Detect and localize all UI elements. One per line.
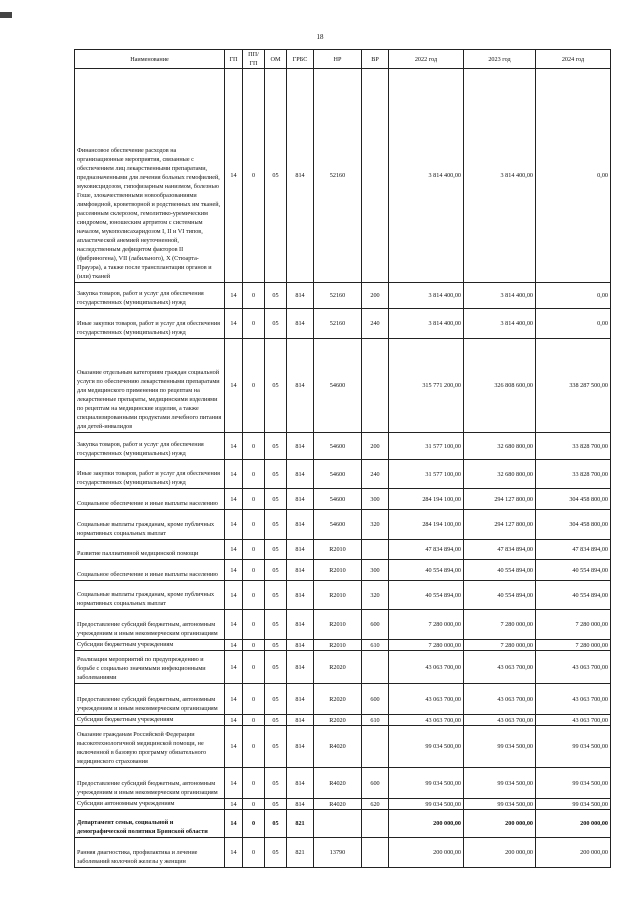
table-cell-om: 05 (265, 581, 287, 610)
table-row (75, 651, 611, 684)
table-cell-2023: 294 127 800,00 (464, 489, 536, 510)
table-cell-ppgp: 0 (243, 610, 265, 640)
header-vr: ВР (362, 50, 389, 69)
table-cell-vr (362, 726, 389, 768)
table-cell-vr (362, 339, 389, 433)
table-cell-2024: 47 834 894,00 (536, 540, 611, 560)
table-cell-2023: 200 000,00 (464, 838, 536, 868)
table-cell-gp: 14 (225, 69, 243, 283)
budget-table (74, 49, 611, 868)
table-cell-om: 05 (265, 768, 287, 799)
table-cell-gp: 14 (225, 684, 243, 715)
table-cell-2022: 3 814 400,00 (389, 283, 464, 309)
table-cell-2023: 43 063 700,00 (464, 684, 536, 715)
table-cell-2024: 304 458 800,00 (536, 489, 611, 510)
table-row (75, 610, 611, 640)
table-cell-name: Развитие паллиативной медицинской помощи (75, 540, 225, 560)
table-cell-2022: 7 280 000,00 (389, 640, 464, 651)
page-number: 18 (316, 33, 324, 41)
table-cell-grbs: 814 (287, 339, 314, 433)
table-cell-ppgp: 0 (243, 715, 265, 726)
table-cell-om: 05 (265, 433, 287, 460)
table-row (75, 726, 611, 768)
scan-edge-mark (0, 12, 12, 18)
table-cell-vr: 610 (362, 640, 389, 651)
table-cell-2024: 304 458 800,00 (536, 510, 611, 540)
table-cell-gp: 14 (225, 460, 243, 489)
table-cell-vr (362, 651, 389, 684)
table-row (75, 339, 611, 433)
table-cell-vr (362, 69, 389, 283)
table-cell-2023: 43 063 700,00 (464, 715, 536, 726)
table-cell-gp: 14 (225, 838, 243, 868)
table-cell-grbs: 814 (287, 610, 314, 640)
table-cell-2024: 0,00 (536, 283, 611, 309)
table-cell-om: 05 (265, 838, 287, 868)
table-row (75, 799, 611, 810)
table-cell-name: Социальные выплаты гражданам, кроме публичных нормативных социальных выплат (75, 581, 225, 610)
table-cell-nr: R2010 (314, 581, 362, 610)
table-row (75, 510, 611, 540)
table-cell-2022: 99 034 500,00 (389, 768, 464, 799)
table-cell-2022: 40 554 894,00 (389, 560, 464, 581)
table-cell-grbs: 814 (287, 510, 314, 540)
table-cell-gp: 14 (225, 810, 243, 838)
table-cell-name: Социальное обеспечение и иные выплаты населению (75, 489, 225, 510)
table-cell-vr: 240 (362, 309, 389, 339)
table-cell-nr: 13790 (314, 838, 362, 868)
table-cell-name: Социальные выплаты гражданам, кроме публичных нормативных социальных выплат (75, 510, 225, 540)
table-cell-nr: 54600 (314, 339, 362, 433)
table-cell-om: 05 (265, 510, 287, 540)
table-cell-vr: 240 (362, 460, 389, 489)
table-cell-2024: 40 554 894,00 (536, 560, 611, 581)
table-cell-2022: 7 280 000,00 (389, 610, 464, 640)
table-cell-vr: 600 (362, 768, 389, 799)
table-cell-2024: 43 063 700,00 (536, 684, 611, 715)
table-cell-vr: 620 (362, 799, 389, 810)
table-cell-gp: 14 (225, 433, 243, 460)
table-cell-om: 05 (265, 684, 287, 715)
table-row (75, 810, 611, 838)
table-cell-2022: 47 834 894,00 (389, 540, 464, 560)
table-cell-vr: 300 (362, 489, 389, 510)
table-cell-2023: 3 814 400,00 (464, 309, 536, 339)
table-cell-ppgp: 0 (243, 640, 265, 651)
table-cell-nr: 52160 (314, 309, 362, 339)
table-cell-ppgp: 0 (243, 69, 265, 283)
table-cell-vr (362, 810, 389, 838)
table-cell-nr: R2010 (314, 610, 362, 640)
table-cell-nr: 54600 (314, 433, 362, 460)
table-cell-name: Предоставление субсидий бюджетным, автономным учреждениям и иным некоммерческим организациям (75, 684, 225, 715)
table-row (75, 433, 611, 460)
table-cell-name: Субсидии бюджетным учреждениям (75, 715, 225, 726)
table-cell-2024: 40 554 894,00 (536, 581, 611, 610)
table-row (75, 715, 611, 726)
table-cell-2023: 99 034 500,00 (464, 799, 536, 810)
table-cell-2023: 3 814 400,00 (464, 69, 536, 283)
table-cell-grbs: 814 (287, 726, 314, 768)
table-cell-nr: 54600 (314, 489, 362, 510)
table-cell-nr: R4020 (314, 768, 362, 799)
table-cell-2022: 200 000,00 (389, 810, 464, 838)
table-cell-grbs: 814 (287, 651, 314, 684)
table-cell-nr: R2020 (314, 651, 362, 684)
table-cell-gp: 14 (225, 339, 243, 433)
table-cell-nr: R4020 (314, 726, 362, 768)
table-cell-om: 05 (265, 726, 287, 768)
table-cell-ppgp: 0 (243, 460, 265, 489)
table-cell-2024: 338 287 500,00 (536, 339, 611, 433)
table-cell-grbs: 814 (287, 560, 314, 581)
table-cell-om: 05 (265, 540, 287, 560)
table-cell-2023: 32 680 800,00 (464, 460, 536, 489)
table-cell-ppgp: 0 (243, 581, 265, 610)
table-cell-name: Закупка товаров, работ и услуг для обеспечения государственных (муниципальных) нужд (75, 433, 225, 460)
table-cell-name: Иные закупки товаров, работ и услуг для обеспечения государственных (муниципальных) нужд (75, 460, 225, 489)
table-cell-2022: 40 554 894,00 (389, 581, 464, 610)
table-cell-gp: 14 (225, 560, 243, 581)
table-body (75, 69, 611, 868)
table-cell-vr: 610 (362, 715, 389, 726)
table-row (75, 283, 611, 309)
table-cell-2023: 294 127 800,00 (464, 510, 536, 540)
table-cell-nr: 54600 (314, 460, 362, 489)
table-row (75, 581, 611, 610)
header-name: Наименование (75, 50, 225, 69)
table-cell-gp: 14 (225, 651, 243, 684)
table-cell-2022: 99 034 500,00 (389, 726, 464, 768)
table-cell-om: 05 (265, 309, 287, 339)
header-nr: НР (314, 50, 362, 69)
header-grbs: ГРБС (287, 50, 314, 69)
table-cell-nr: R2010 (314, 560, 362, 581)
table-cell-grbs: 814 (287, 283, 314, 309)
table-cell-gp: 14 (225, 489, 243, 510)
table-cell-grbs: 814 (287, 309, 314, 339)
table-cell-name: Субсидии бюджетным учреждениям (75, 640, 225, 651)
table-cell-2022: 99 034 500,00 (389, 799, 464, 810)
table-cell-grbs: 814 (287, 540, 314, 560)
table-cell-gp: 14 (225, 581, 243, 610)
table-cell-name: Департамент семьи, социальной и демографической политики Брянской области (75, 810, 225, 838)
table-row (75, 489, 611, 510)
table-cell-nr: 54600 (314, 510, 362, 540)
table-cell-gp: 14 (225, 610, 243, 640)
table-row (75, 309, 611, 339)
table-cell-grbs: 814 (287, 581, 314, 610)
table-cell-2023: 3 814 400,00 (464, 283, 536, 309)
table-row (75, 838, 611, 868)
table-row (75, 768, 611, 799)
table-cell-name: Реализация мероприятий по предупреждению и борьбе с социально значимыми инфекционными заболеваниями (75, 651, 225, 684)
table-cell-2023: 40 554 894,00 (464, 560, 536, 581)
table-cell-gp: 14 (225, 768, 243, 799)
table-cell-gp: 14 (225, 640, 243, 651)
table-cell-2023: 43 063 700,00 (464, 651, 536, 684)
table-cell-2022: 43 063 700,00 (389, 715, 464, 726)
table-cell-2024: 99 034 500,00 (536, 799, 611, 810)
table-cell-vr: 600 (362, 610, 389, 640)
table-row (75, 540, 611, 560)
table-cell-grbs: 814 (287, 799, 314, 810)
table-cell-om: 05 (265, 810, 287, 838)
table-cell-2024: 33 828 700,00 (536, 460, 611, 489)
table-cell-nr (314, 810, 362, 838)
header-2023: 2023 год (464, 50, 536, 69)
table-cell-om: 05 (265, 560, 287, 581)
table-cell-grbs: 814 (287, 684, 314, 715)
table-cell-ppgp: 0 (243, 540, 265, 560)
table-cell-grbs: 821 (287, 810, 314, 838)
table-cell-2024: 43 063 700,00 (536, 715, 611, 726)
table-cell-ppgp: 0 (243, 510, 265, 540)
header-2024: 2024 год (536, 50, 611, 69)
table-cell-grbs: 821 (287, 838, 314, 868)
table-cell-ppgp: 0 (243, 309, 265, 339)
table-header-row (75, 50, 611, 69)
table-cell-ppgp: 0 (243, 838, 265, 868)
table-cell-2022: 3 814 400,00 (389, 69, 464, 283)
table-cell-vr (362, 838, 389, 868)
table-cell-om: 05 (265, 651, 287, 684)
table-cell-2023: 32 680 800,00 (464, 433, 536, 460)
table-cell-gp: 14 (225, 799, 243, 810)
table-cell-2022: 31 577 100,00 (389, 433, 464, 460)
table-cell-ppgp: 0 (243, 283, 265, 309)
table-cell-nr: R4020 (314, 799, 362, 810)
table-cell-name: Финансовое обеспечение расходов на организационные мероприятия, связанные с обеспечением лиц лекарственными препаратами, предназначенными для лечения больных гемофилией, муковисцидозом, гипофизарным нанизмом, болезнью Гоше, злокачественными новообразованиями лимфоидной, кроветворной и родственных им тканей, рассеянным склерозом, гемолитико-уремическим синдромом, юношеским артритом с системным началом, мукополисахаридозом I, II и VI типов, апластической анемией неуточненной, наследственным дефицитом факторов II (фибриногена), VII (лабильного), X (Стюарта-Прауэра), а также после трансплантации органов и (или) тканей (75, 69, 225, 283)
table-cell-ppgp: 0 (243, 433, 265, 460)
table-cell-vr: 320 (362, 581, 389, 610)
table-cell-2023: 7 280 000,00 (464, 610, 536, 640)
table-cell-grbs: 814 (287, 460, 314, 489)
table-cell-ppgp: 0 (243, 651, 265, 684)
table-cell-vr: 320 (362, 510, 389, 540)
table-cell-vr: 200 (362, 283, 389, 309)
header-ppgp: ПП/ГП (243, 50, 265, 69)
table-cell-grbs: 814 (287, 715, 314, 726)
table-cell-vr: 600 (362, 684, 389, 715)
table-cell-ppgp: 0 (243, 339, 265, 433)
table-cell-name: Ранняя диагностика, профилактика и лечение заболеваний молочной железы у женщин (75, 838, 225, 868)
table-cell-ppgp: 0 (243, 799, 265, 810)
table-cell-ppgp: 0 (243, 684, 265, 715)
table-cell-om: 05 (265, 640, 287, 651)
table-cell-gp: 14 (225, 283, 243, 309)
table-cell-vr: 200 (362, 433, 389, 460)
table-cell-ppgp: 0 (243, 768, 265, 799)
table-cell-2023: 47 834 894,00 (464, 540, 536, 560)
table-row (75, 684, 611, 715)
table-cell-nr: R2010 (314, 640, 362, 651)
table-cell-2024: 0,00 (536, 309, 611, 339)
table-cell-name: Иные закупки товаров, работ и услуг для обеспечения государственных (муниципальных) нужд (75, 309, 225, 339)
header-gp: ГП (225, 50, 243, 69)
table-cell-gp: 14 (225, 726, 243, 768)
table-cell-2024: 0,00 (536, 69, 611, 283)
table-cell-om: 05 (265, 610, 287, 640)
table-cell-2022: 43 063 700,00 (389, 651, 464, 684)
table-cell-name: Предоставление субсидий бюджетным, автономным учреждениям и иным некоммерческим организациям (75, 610, 225, 640)
table-cell-name: Закупка товаров, работ и услуг для обеспечения государственных (муниципальных) нужд (75, 283, 225, 309)
table-cell-2024: 99 034 500,00 (536, 726, 611, 768)
table-cell-2024: 33 828 700,00 (536, 433, 611, 460)
table-cell-name: Социальное обеспечение и иные выплаты населению (75, 560, 225, 581)
table-cell-om: 05 (265, 489, 287, 510)
table-cell-nr: 52160 (314, 69, 362, 283)
table-cell-ppgp: 0 (243, 560, 265, 581)
table-cell-name: Предоставление субсидий бюджетным, автономным учреждениям и иным некоммерческим организациям (75, 768, 225, 799)
table-cell-2022: 200 000,00 (389, 838, 464, 868)
table-cell-grbs: 814 (287, 489, 314, 510)
table-cell-gp: 14 (225, 309, 243, 339)
table-cell-2024: 200 000,00 (536, 810, 611, 838)
table-cell-2022: 31 577 100,00 (389, 460, 464, 489)
table-cell-2023: 326 808 600,00 (464, 339, 536, 433)
table-cell-2024: 99 034 500,00 (536, 768, 611, 799)
table-cell-2022: 3 814 400,00 (389, 309, 464, 339)
table-cell-grbs: 814 (287, 640, 314, 651)
table-row (75, 640, 611, 651)
table-row (75, 69, 611, 283)
table-cell-om: 05 (265, 69, 287, 283)
table-cell-gp: 14 (225, 715, 243, 726)
table-cell-name: Оказание гражданам Российской Федерации высокотехнологичной медицинской помощи, не включенной в базовую программу обязательного медицинского страхования (75, 726, 225, 768)
table-cell-nr: R2020 (314, 715, 362, 726)
table-cell-2022: 43 063 700,00 (389, 684, 464, 715)
table-cell-2022: 315 771 200,00 (389, 339, 464, 433)
table-cell-ppgp: 0 (243, 810, 265, 838)
header-2022: 2022 год (389, 50, 464, 69)
table-cell-2023: 99 034 500,00 (464, 726, 536, 768)
table-cell-om: 05 (265, 339, 287, 433)
table-cell-om: 05 (265, 283, 287, 309)
table-cell-nr: 52160 (314, 283, 362, 309)
table-cell-ppgp: 0 (243, 726, 265, 768)
table-cell-gp: 14 (225, 510, 243, 540)
table-cell-ppgp: 0 (243, 489, 265, 510)
table-cell-name: Субсидии автономным учреждениям (75, 799, 225, 810)
table-cell-2024: 200 000,00 (536, 838, 611, 868)
table-cell-vr (362, 540, 389, 560)
header-om: ОМ (265, 50, 287, 69)
table-cell-2024: 43 063 700,00 (536, 651, 611, 684)
table-cell-2022: 284 194 100,00 (389, 489, 464, 510)
table-cell-vr: 300 (362, 560, 389, 581)
table-row (75, 460, 611, 489)
table-cell-2023: 7 280 000,00 (464, 640, 536, 651)
table-cell-name: Оказание отдельным категориям граждан социальной услуги по обеспечению лекарственными препаратами для медицинского применения по рецептам на лекарственные препараты, медицинскими изделиями по рецептам на медицинские изделия, а также специализированными продуктами лечебного питания для детей-инвалидов (75, 339, 225, 433)
table-cell-2024: 7 280 000,00 (536, 610, 611, 640)
table-cell-grbs: 814 (287, 768, 314, 799)
table-cell-2023: 99 034 500,00 (464, 768, 536, 799)
table-cell-2024: 7 280 000,00 (536, 640, 611, 651)
table-cell-om: 05 (265, 799, 287, 810)
table-cell-grbs: 814 (287, 69, 314, 283)
table-cell-2022: 284 194 100,00 (389, 510, 464, 540)
table-cell-nr: R2020 (314, 684, 362, 715)
table-row (75, 560, 611, 581)
table-cell-grbs: 814 (287, 433, 314, 460)
table-cell-gp: 14 (225, 540, 243, 560)
table-cell-2023: 40 554 894,00 (464, 581, 536, 610)
table-cell-nr: R2010 (314, 540, 362, 560)
table-cell-om: 05 (265, 715, 287, 726)
table-cell-om: 05 (265, 460, 287, 489)
table-cell-2023: 200 000,00 (464, 810, 536, 838)
